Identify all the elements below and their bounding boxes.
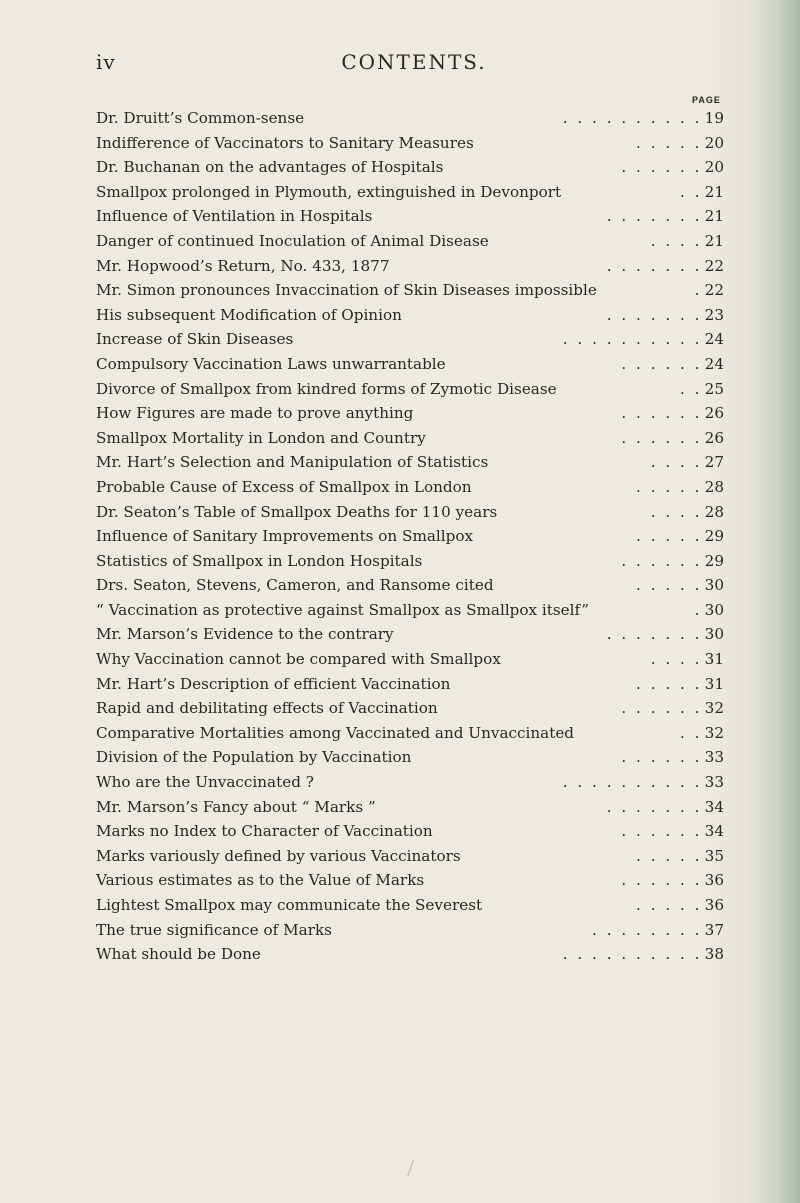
toc-entry-page: 19	[704, 109, 724, 127]
toc-entry	[96, 377, 724, 402]
toc-entry	[96, 500, 724, 525]
toc-entry-title: “ Vaccination as protective against Smallpox as Smallpox itself”	[96, 600, 590, 619]
dot-leader: . . . . . . .	[606, 256, 702, 275]
dot-leader: . . . .	[650, 502, 702, 521]
dot-leader: . . . . . .	[621, 158, 702, 177]
toc-entry	[96, 696, 724, 721]
toc-entry-title: Mr. Hart’s Selection and Manipulation of Statistics	[96, 453, 489, 472]
toc-entry-page: 23	[704, 305, 724, 324]
dot-leader: . .	[680, 379, 702, 398]
toc-entry	[96, 229, 724, 254]
toc-entry-page: 24	[704, 330, 724, 349]
dot-leader: . . . . . . .	[606, 305, 702, 324]
dot-leader: . . . . . . . . . .	[562, 330, 702, 349]
toc-entry-title: Danger of continued Inoculation of Animal Disease	[96, 231, 489, 250]
dot-leader: . . . . . . . . . .	[562, 109, 702, 127]
toc-entry-title: Smallpox prolonged in Plymouth, extinguished in Devonport	[96, 182, 562, 201]
toc-entry-title: His subsequent Modification of Opinion	[96, 305, 402, 324]
toc-entry-page: 30	[704, 625, 724, 644]
toc-entry	[96, 204, 724, 229]
toc-entry-page: 34	[704, 822, 724, 841]
toc-entry	[96, 795, 724, 820]
page-title: CONTENTS.	[341, 50, 487, 74]
toc-entry	[96, 549, 724, 574]
table-of-contents	[96, 106, 724, 967]
dot-leader: . . . .	[650, 231, 702, 250]
toc-entry-title: Influence of Sanitary Improvements on Smallpox	[96, 527, 474, 546]
dot-leader: . . . . . .	[621, 354, 702, 373]
toc-entry-title: Who are the Unvaccinated ?	[96, 773, 314, 792]
toc-entry-page: 30	[704, 600, 724, 619]
toc-entry-page: 20	[704, 158, 724, 177]
toc-entry-page: 22	[704, 281, 724, 300]
toc-entry	[96, 524, 724, 549]
toc-entry	[96, 721, 724, 746]
toc-entry-page: 33	[704, 773, 724, 792]
dot-leader: . . . . . . . . . .	[562, 945, 702, 964]
dot-leader: . . . . . . .	[606, 207, 702, 226]
toc-entry-page: 25	[704, 379, 724, 398]
toc-entry	[96, 278, 724, 303]
toc-entry	[96, 352, 724, 377]
toc-entry-page: 21	[704, 231, 724, 250]
toc-entry-page: 22	[704, 256, 724, 275]
dot-leader: . . . . . .	[621, 822, 702, 841]
dot-leader: . . . . . . .	[606, 625, 702, 644]
toc-entry-page: 28	[704, 477, 724, 496]
toc-entry-page: 36	[704, 871, 724, 890]
toc-entry-title: Indifference of Vaccinators to Sanitary Measures	[96, 133, 474, 152]
toc-entry-page: 24	[704, 354, 724, 373]
dot-leader: . .	[680, 182, 702, 201]
toc-entry-page: 38	[704, 945, 724, 964]
toc-entry-title: What should be Done	[96, 945, 261, 964]
toc-entry-title: Marks variously defined by various Vaccinators	[96, 846, 461, 865]
toc-entry	[96, 918, 724, 943]
toc-entry-page: 27	[704, 453, 724, 472]
page-header	[96, 50, 732, 82]
toc-entry	[96, 770, 724, 795]
toc-entry-title: Lightest Smallpox may communicate the Severest	[96, 896, 483, 914]
toc-entry	[96, 131, 724, 156]
dot-leader: . . . . . .	[621, 428, 702, 447]
toc-entry-title: Dr. Druitt’s Common-sense	[96, 109, 305, 127]
toc-entry-page: 20	[704, 133, 724, 152]
toc-entry-title: Marks no Index to Character of Vaccination	[96, 822, 433, 841]
toc-entry	[96, 303, 724, 328]
dot-leader: .	[694, 281, 702, 300]
toc-entry-title: Mr. Marson’s Fancy about “ Marks ”	[96, 797, 376, 816]
toc-entry-page: 32	[704, 699, 724, 718]
toc-entry-title: The true significance of Marks	[96, 920, 332, 939]
toc-entry	[96, 893, 724, 918]
toc-entry-page: 29	[704, 527, 724, 546]
toc-entry-page: 33	[704, 748, 724, 767]
page-column-label: PAGE	[692, 95, 721, 105]
toc-entry-title: Drs. Seaton, Stevens, Cameron, and Ransome cited	[96, 576, 494, 595]
toc-entry-page: 36	[704, 896, 724, 914]
page-number: iv	[96, 50, 116, 74]
toc-entry-page: 26	[704, 404, 724, 423]
toc-entry-page: 31	[704, 650, 724, 669]
dot-leader: . . . . . .	[621, 699, 702, 718]
toc-entry	[96, 254, 724, 279]
toc-entry	[96, 745, 724, 770]
page-edge-shadow	[754, 0, 800, 1203]
dot-leader: . . . .	[650, 453, 702, 472]
dot-leader: . . . . .	[636, 846, 702, 865]
toc-entry-title: Dr. Buchanan on the advantages of Hospitals	[96, 158, 444, 177]
dot-leader: . . . . . . .	[606, 797, 702, 816]
dot-leader: . .	[680, 723, 702, 742]
dot-leader: . . . . . .	[621, 404, 702, 423]
toc-entry	[96, 180, 724, 205]
toc-entry	[96, 475, 724, 500]
toc-entry-page: 28	[704, 502, 724, 521]
toc-entry-page: 37	[704, 920, 724, 939]
toc-entry-title: How Figures are made to prove anything	[96, 404, 414, 423]
dot-leader: . . . . .	[636, 896, 702, 914]
toc-entry-title: Influence of Ventilation in Hospitals	[96, 207, 373, 226]
toc-entry-title: Division of the Population by Vaccination	[96, 748, 412, 767]
dot-leader: . . . .	[650, 650, 702, 669]
toc-entry	[96, 106, 724, 131]
dot-leader: . . . . . .	[621, 551, 702, 570]
toc-entry	[96, 647, 724, 672]
pencil-mark	[407, 1159, 420, 1178]
toc-entry-title: Mr. Hart’s Description of efficient Vaccination	[96, 674, 451, 693]
toc-entry-page: 34	[704, 797, 724, 816]
toc-entry-title: Mr. Hopwood’s Return, No. 433, 1877	[96, 256, 390, 275]
toc-entry	[96, 598, 724, 623]
toc-entry-title: Divorce of Smallpox from kindred forms of Zymotic Disease	[96, 379, 557, 398]
dot-leader: . . . . . .	[621, 748, 702, 767]
toc-entry-title: Probable Cause of Excess of Smallpox in London	[96, 477, 472, 496]
dot-leader: . . . . .	[636, 133, 702, 152]
dot-leader: . . . . .	[636, 576, 702, 595]
toc-entry-page: 29	[704, 551, 724, 570]
toc-entry-page: 35	[704, 846, 724, 865]
toc-entry-title: Smallpox Mortality in London and Country	[96, 428, 426, 447]
toc-entry-title: Why Vaccination cannot be compared with Smallpox	[96, 650, 501, 669]
toc-entry	[96, 450, 724, 475]
toc-entry	[96, 942, 724, 967]
toc-entry	[96, 327, 724, 352]
toc-entry-title: Mr. Marson’s Evidence to the contrary	[96, 625, 394, 644]
dot-leader: . . . . .	[636, 527, 702, 546]
toc-entry	[96, 573, 724, 598]
toc-entry	[96, 155, 724, 180]
toc-entry-page: 31	[704, 674, 724, 693]
toc-entry-title: Mr. Simon pronounces Invaccination of Skin Diseases impossible	[96, 281, 597, 300]
dot-leader: .	[694, 600, 702, 619]
toc-entry-title: Statistics of Smallpox in London Hospitals	[96, 551, 423, 570]
dot-leader: . . . . . . . . . .	[562, 773, 702, 792]
toc-entry	[96, 819, 724, 844]
toc-entry-page: 26	[704, 428, 724, 447]
toc-entry-page: 21	[704, 207, 724, 226]
dot-leader: . . . . .	[636, 477, 702, 496]
toc-entry-page: 30	[704, 576, 724, 595]
dot-leader: . . . . . . . .	[592, 920, 702, 939]
toc-entry-title: Compulsory Vaccination Laws unwarrantable	[96, 354, 446, 373]
toc-entry	[96, 426, 724, 451]
dot-leader: . . . . .	[636, 674, 702, 693]
toc-entry	[96, 622, 724, 647]
toc-entry-title: Rapid and debilitating effects of Vaccination	[96, 699, 438, 718]
toc-entry-page: 32	[704, 723, 724, 742]
toc-entry-title: Dr. Seaton’s Table of Smallpox Deaths for 110 years	[96, 502, 498, 521]
toc-entry	[96, 868, 724, 893]
toc-entry	[96, 672, 724, 697]
dot-leader: . . . . . .	[621, 871, 702, 890]
toc-entry-page: 21	[704, 182, 724, 201]
toc-entry-title: Various estimates as to the Value of Marks	[96, 871, 425, 890]
toc-entry-title: Increase of Skin Diseases	[96, 330, 294, 349]
toc-entry	[96, 844, 724, 869]
toc-entry	[96, 401, 724, 426]
toc-entry-title: Comparative Mortalities among Vaccinated and Unvaccinated	[96, 723, 575, 742]
